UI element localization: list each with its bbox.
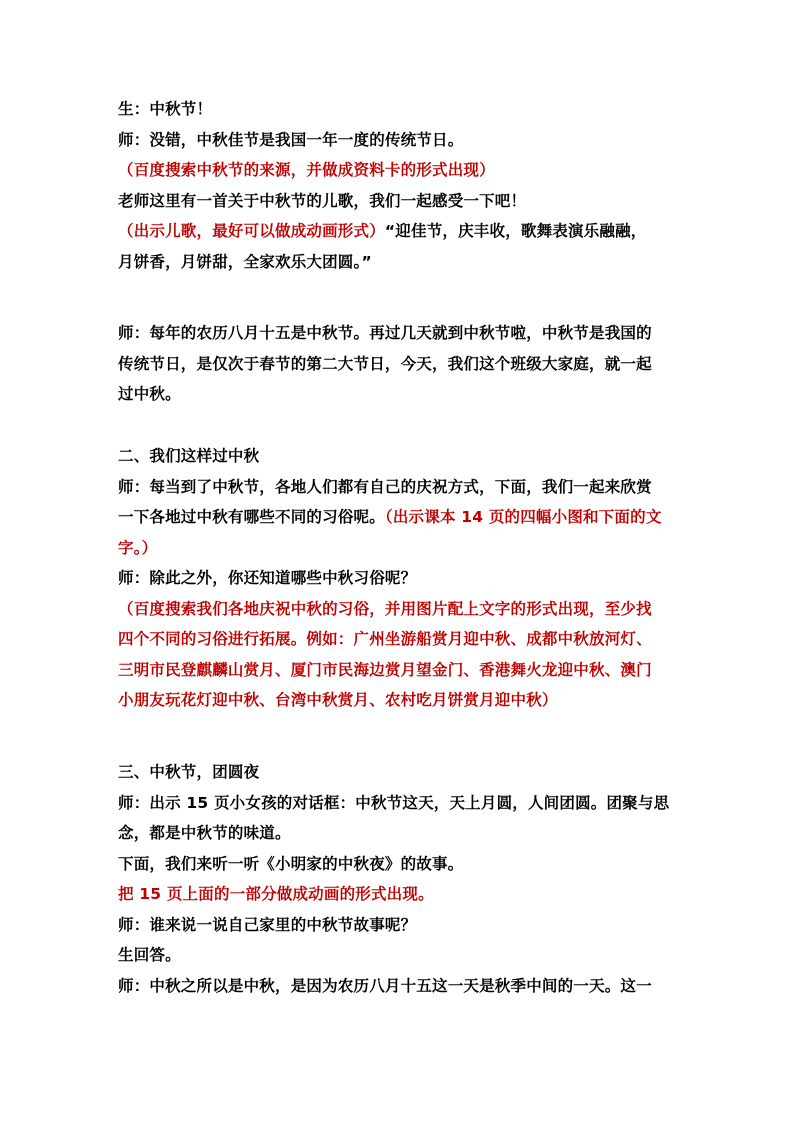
teacher-line: 师：中秋之所以是中秋，是因为农历八月十五这一天是秋季中间的一天。这一	[118, 976, 652, 995]
paragraph-festival	[118, 318, 680, 410]
paragraph-line: 下面，我们来听一听《小明家的中秋夜》的故事。	[118, 854, 464, 873]
section-heading: 二、我们这样过中秋	[118, 447, 260, 465]
student-line: 生：中秋节！	[118, 100, 213, 118]
instruction-note: 小朋友玩花灯迎中秋、台湾中秋赏月、农村吃月饼赏月迎中秋）	[118, 691, 558, 709]
teacher-line: 师：谁来说一说自己家里的中秋节故事呢？	[118, 915, 417, 934]
paragraph-line: 念，都是中秋节的味道。	[118, 824, 291, 842]
paragraph-text: 一下各地过中秋有哪些不同的习俗呢。	[118, 508, 385, 526]
song-line	[118, 216, 680, 247]
mixed-line	[118, 502, 680, 533]
instruction-note: 把 15 页上面的一部分做成动画的形式出现。	[118, 885, 434, 903]
instruction-note: 四个不同的习俗进行拓展。例如：广州坐游船赏月迎中秋、成都中秋放河灯、	[118, 630, 652, 648]
song-text: 月饼香，月饼甜，全家欢乐大团圆。”	[118, 252, 372, 271]
instruction-note: （百度搜索中秋节的来源，并做成资料卡的形式出现）	[118, 161, 495, 179]
teacher-line: 老师这里有一首关于中秋节的儿歌，我们一起感受一下吧！	[118, 191, 527, 210]
teacher-line: 师：每年的农历八月十五是中秋节。再过几天就到中秋节啦，中秋节是我国的	[118, 324, 652, 342]
instruction-note: 三明市民登麒麟山赏月、厦门市民海边赏月望金门、香港舞火龙迎中秋、澳门	[118, 660, 652, 679]
teacher-line: 师：除此之外，你还知道哪些中秋习俗呢？	[118, 569, 417, 587]
section-two	[118, 441, 680, 716]
instruction-note: （出示课本 14 页的四幅小图和下面的文	[384, 508, 662, 526]
teacher-line: 师：每当到了中秋节，各地人们都有自己的庆祝方式，下面，我们一起来欣赏	[118, 477, 652, 496]
teacher-line: 师：没错，中秋佳节是我国一年一度的传统节日。	[118, 130, 464, 149]
song-text: “迎佳节，庆丰收，歌舞表演乐融融，	[384, 222, 647, 240]
dialogue-block-intro	[118, 94, 680, 277]
paragraph-line: 过中秋。	[118, 385, 181, 403]
section-three	[118, 757, 680, 1001]
instruction-note: （出示儿歌，最好可以做成动画形式）	[118, 222, 385, 240]
teacher-line: 师：出示 15 页小女孩的对话框：中秋节这天，天上月圆，人间团圆。团聚与思	[118, 793, 670, 812]
student-line: 生回答。	[118, 946, 181, 964]
instruction-note: 字。）	[118, 538, 158, 557]
paragraph-line: 传统节日，是仅次于春节的第二大节日，今天，我们这个班级大家庭，就一起	[118, 354, 652, 373]
instruction-note: （百度搜索我们各地庆祝中秋的习俗，并用图片配上文字的形式出现，至少找	[118, 599, 652, 618]
section-heading: 三、中秋节，团圆夜	[118, 763, 260, 781]
